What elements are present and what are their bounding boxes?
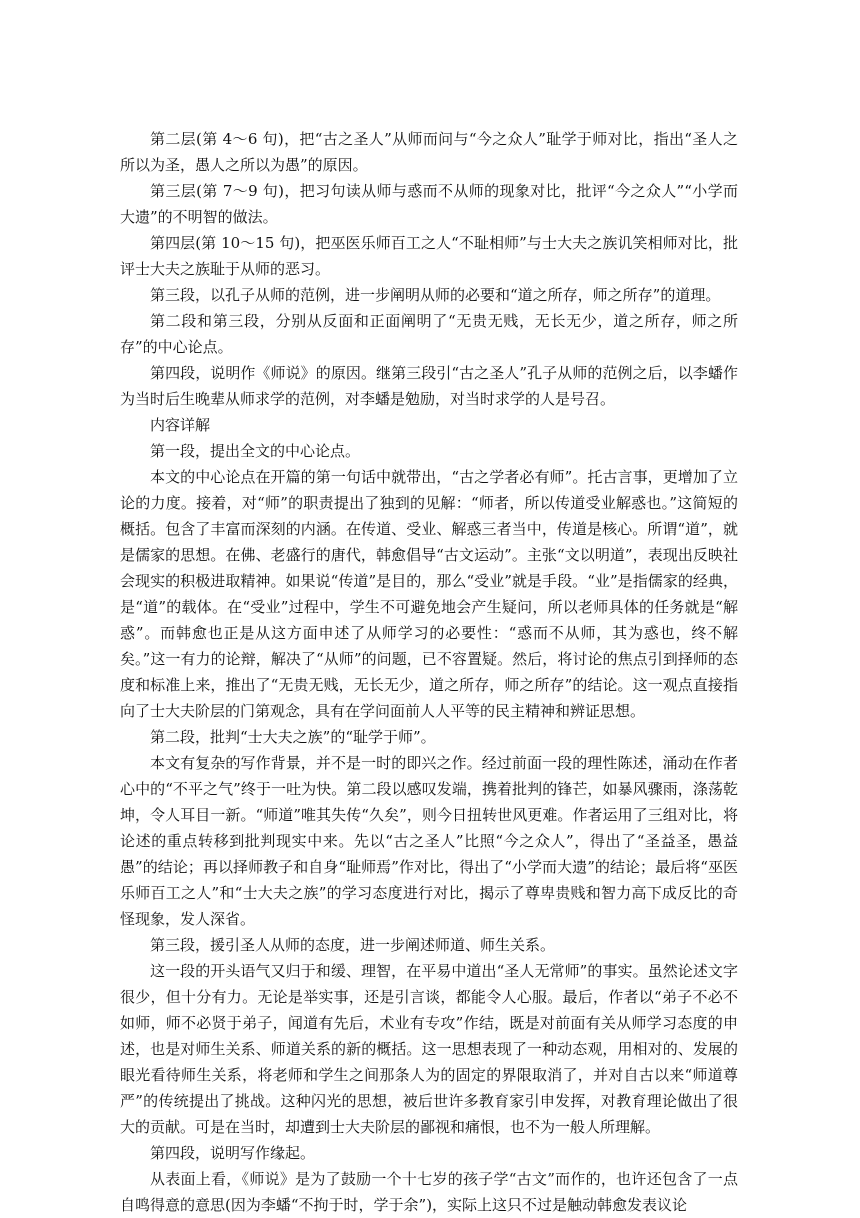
paragraph-layer-4: 第四层(第 10～15 句)，把巫医乐师百工之人“不耻相师”与士大夫之族讥笑相师对比，批评士大夫之族耻于从师的恶习。: [120, 234, 738, 278]
paragraph-section-3-detail: 这一段的开头语气又归于和缓、理智，在平易中道出“圣人无常师”的事实。虽然论述文字很少，但十分有力。无论是举实事，还是引言谈，都能令人心服。最后，作者以“弟子不必不如师，师不必贤于弟子，闻道有先后，术业有专攻”作结，既是对前面有关从师学习态度的申述，也是对师生关系、师道关系的新的概括。这一思想表现了一种动态观，用相对的、发展的眼光看待师生关系，将老师和学生之间那条人为的固定的界限取消了，并对自古以来“师道尊严”的传统提出了挑战。这种闪光的思想，被后世许多教育家引申发挥，对教育理论做出了很大的贡献。可是在当时，却遭到士大夫阶层的鄙视和痛恨，也不为一般人所理解。: [120, 962, 738, 1136]
paragraph-section-4-detail: 从表面上看，《师说》是为了鼓励一个十七岁的孩子学“古文”而作的，也许还包含了一点自鸣得意的意思(因为李蟠“不拘于时，学于余”)，实际上这只不过是触动韩愈发表议论: [120, 1170, 738, 1214]
section-heading-content-detail: 内容详解: [150, 416, 211, 434]
paragraph-section-3-heading: 第三段，援引圣人从师的态度，进一步阐述师道、师生关系。: [150, 936, 556, 954]
paragraph-section-3-summary: 第三段，以孔子从师的范例，进一步阐明从师的必要和“道之所存，师之所存”的道理。: [150, 286, 721, 304]
paragraph-layer-2: 第二层(第 4～6 句)，把“古之圣人”从师而问与“今之众人”耻学于师对比，指出“圣人之所以为圣，愚人之所以为愚”的原因。: [120, 130, 738, 174]
paragraph-section-2-heading: 第二段，批判“士大夫之族”的“耻学于师”。: [150, 728, 436, 746]
paragraph-section-2-detail: 本文有复杂的写作背景，并不是一时的即兴之作。经过前面一段的理性陈述，涌动在作者心中的“不平之气”终于一吐为快。第二段以感叹发端，携着批判的锋芒，如暴风骤雨，涤荡乾坤，令人耳目一新。“师道”唯其失传“久矣”，则今日扭转世风更难。作者运用了三组对比，将论述的重点转移到批判现实中来。先以“古之圣人”比照“今之众人”，得出了“圣益圣，愚益愚”的结论；再以择师教子和自身“耻师焉”作对比，得出了“小学而大遗”的结论；最后将“巫医乐师百工之人”和“士大夫之族”的学习态度进行对比，揭示了尊卑贵贱和智力高下成反比的奇怪现象，发人深省。: [120, 754, 738, 928]
document-body: [120, 126, 738, 1218]
paragraph-section-4-heading: 第四段，说明写作缘起。: [150, 1144, 316, 1162]
paragraph-section-1-heading: 第一段，提出全文的中心论点。: [150, 442, 361, 460]
paragraph-section-4-summary: 第四段，说明作《师说》的原因。继第三段引“古之圣人”孔子从师的范例之后，以李蟠作为当时后生晚辈从师求学的范例，对李蟠是勉励，对当时求学的人是号召。: [120, 364, 738, 408]
paragraph-section-2-3-summary: 第二段和第三段，分别从反面和正面阐明了“无贵无贱，无长无少，道之所存，师之所存”的中心论点。: [120, 312, 738, 356]
paragraph-section-1-detail: 本文的中心论点在开篇的第一句话中就带出，“古之学者必有师”。托古言事，更增加了立论的力度。接着，对“师”的职责提出了独到的见解：“师者，所以传道受业解惑也。”这简短的概括。包含了丰富而深刻的内涵。在传道、受业、解惑三者当中，传道是核心。所谓“道”，就是儒家的思想。在佛、老盛行的唐代，韩愈倡导“古文运动”。主张“文以明道”，表现出反映社会现实的积极进取精神。如果说“传道”是目的，那么“受业”就是手段。“业”是指儒家的经典，是“道”的载体。在“受业”过程中，学生不可避免地会产生疑问，所以老师具体的任务就是“解惑”。而韩愈也正是从这方面申述了从师学习的必要性：“惑而不从师，其为惑也，终不解矣。”这一有力的论辩，解决了“从师”的问题，已不容置疑。然后，将讨论的焦点引到择师的态度和标准上来，推出了“无贵无贱，无长无少，道之所存，师之所存”的结论。这一观点直接指向了士大夫阶层的门第观念，具有在学问面前人人平等的民主精神和辨证思想。: [120, 468, 738, 720]
paragraph-layer-3: 第三层(第 7～9 句)，把习句读从师与惑而不从师的现象对比，批评“今之众人”“小学而大遗”的不明智的做法。: [120, 182, 738, 226]
